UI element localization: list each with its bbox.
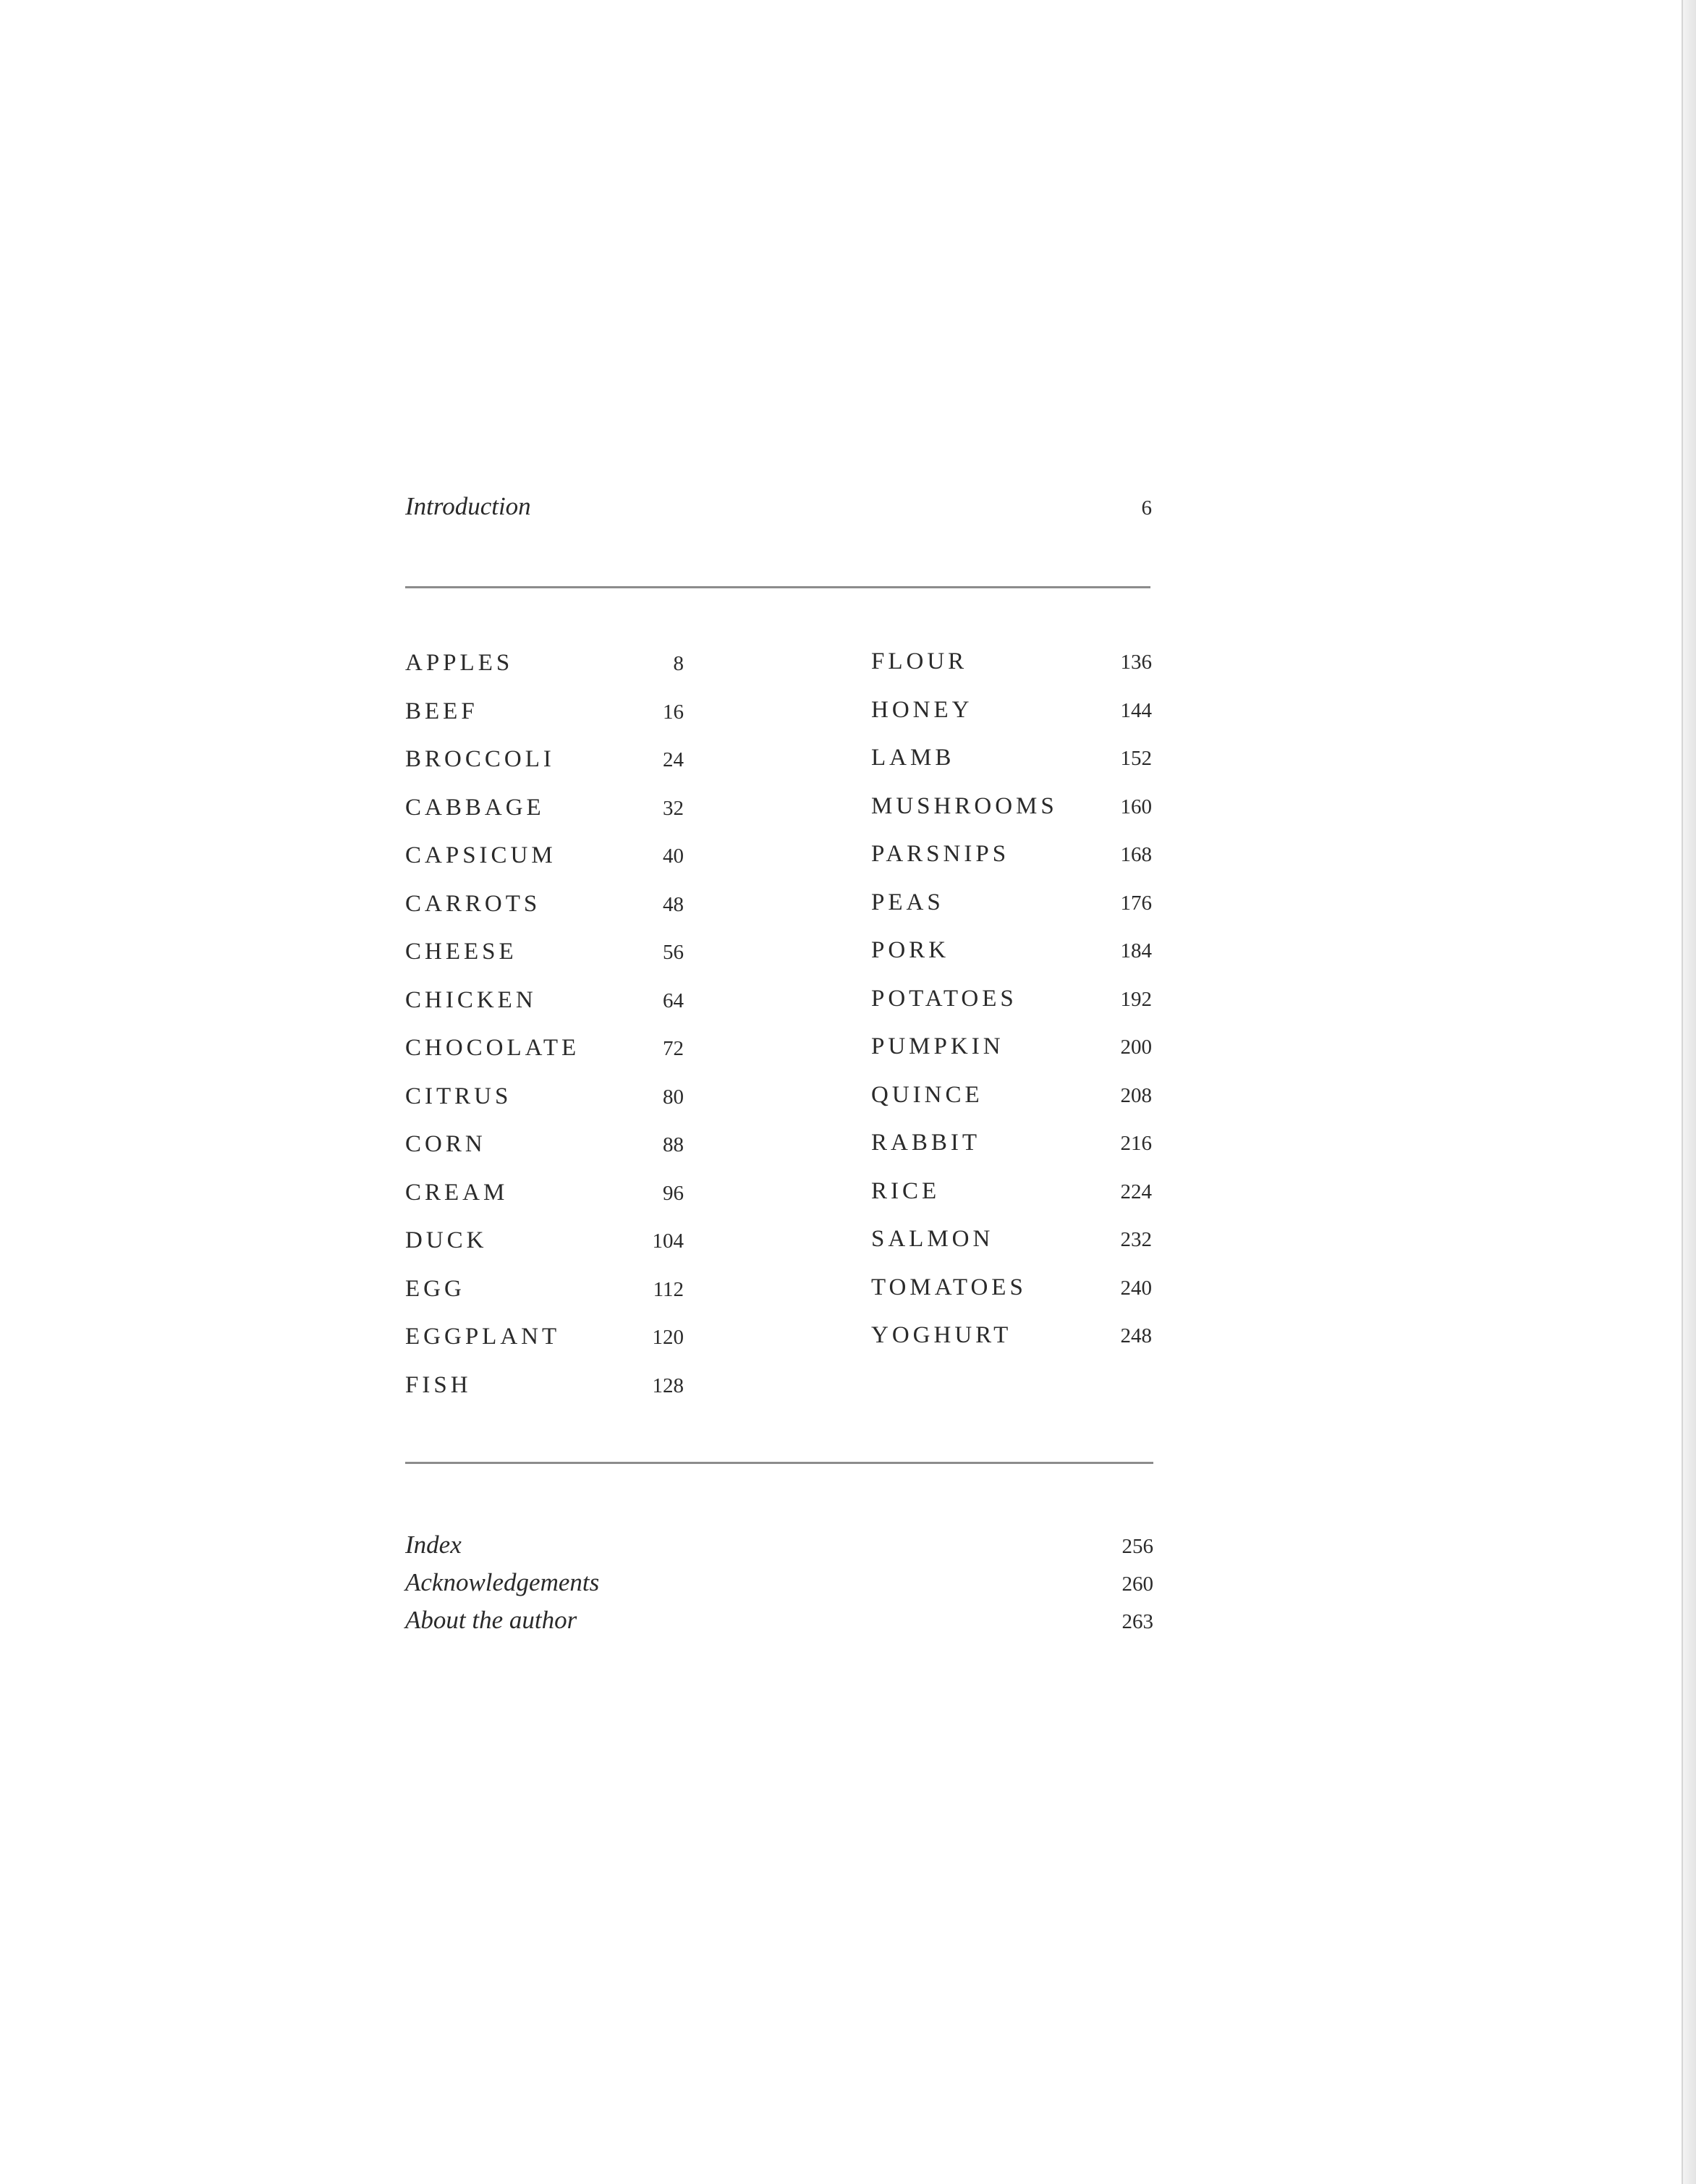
chapter-page: 56	[663, 941, 684, 964]
chapter-entry[interactable]	[405, 1131, 684, 1163]
chapter-entry[interactable]	[405, 891, 684, 923]
chapter-entry[interactable]	[405, 1372, 684, 1404]
chapter-entry[interactable]	[405, 1227, 684, 1259]
chapter-entry[interactable]	[871, 986, 1152, 1017]
chapter-page: 200	[1120, 1036, 1152, 1059]
chapter-page: 152	[1120, 747, 1152, 770]
chapter-page: 208	[1120, 1083, 1152, 1107]
chapter-title: YOGHURT	[871, 1322, 1012, 1348]
chapter-entry[interactable]	[405, 1180, 684, 1211]
divider-bottom	[405, 1462, 1153, 1464]
chapter-entry[interactable]	[405, 1035, 684, 1067]
chapter-title: FISH	[405, 1371, 472, 1398]
chapter-title: PUMPKIN	[871, 1033, 1004, 1059]
chapter-title: CARROTS	[405, 890, 541, 917]
chapter-title: BEEF	[405, 698, 478, 724]
chapter-entry[interactable]	[871, 697, 1152, 729]
chapter-title: EGGPLANT	[405, 1324, 561, 1350]
chapter-page: 80	[663, 1085, 684, 1109]
chapter-title: CAPSICUM	[405, 842, 556, 868]
chapter-title: CREAM	[405, 1179, 509, 1206]
chapter-entry[interactable]	[871, 1033, 1152, 1065]
back-matter-title: Index	[405, 1531, 462, 1559]
chapter-title: PEAS	[871, 889, 944, 915]
chapter-page: 248	[1120, 1324, 1152, 1347]
divider-top	[405, 586, 1150, 588]
chapter-entry[interactable]	[405, 987, 684, 1019]
chapter-entry[interactable]	[871, 1322, 1152, 1354]
back-matter-title: Acknowledgements	[405, 1568, 600, 1596]
back-matter-title: About the author	[405, 1606, 577, 1634]
chapter-entry[interactable]	[871, 648, 1152, 680]
chapter-title: RICE	[871, 1177, 941, 1204]
chapter-title: CHOCOLATE	[405, 1035, 580, 1061]
chapter-title: MUSHROOMS	[871, 792, 1058, 819]
chapter-page: 104	[652, 1229, 684, 1253]
chapter-entry[interactable]	[405, 1276, 684, 1308]
chapter-entry[interactable]	[405, 698, 684, 730]
chapter-page: 48	[663, 892, 684, 916]
chapter-page: 112	[653, 1277, 684, 1301]
chapter-entry[interactable]	[871, 1130, 1152, 1161]
chapter-entry[interactable]	[405, 939, 684, 970]
chapter-title: EGG	[405, 1275, 465, 1302]
chapter-page: 32	[663, 796, 684, 820]
chapter-title: QUINCE	[871, 1081, 983, 1108]
chapter-title: CHEESE	[405, 939, 517, 965]
chapter-title: SALMON	[871, 1226, 994, 1252]
chapter-title: FLOUR	[871, 648, 968, 674]
chapter-page: 24	[663, 748, 684, 771]
chapter-page: 88	[663, 1133, 684, 1156]
chapter-entry[interactable]	[871, 841, 1152, 873]
chapter-entry[interactable]	[405, 650, 684, 682]
back-matter-page: 263	[1122, 1610, 1153, 1633]
chapter-title: POTATOES	[871, 985, 1017, 1012]
chapter-page: 168	[1120, 843, 1152, 866]
toc-entry-acknowledgements[interactable]	[405, 1568, 1153, 1597]
chapter-entry[interactable]	[871, 937, 1152, 969]
chapter-title: TOMATOES	[871, 1274, 1027, 1300]
chapter-entry[interactable]	[405, 1324, 684, 1355]
chapter-page: 120	[652, 1326, 684, 1349]
introduction-page: 6	[1141, 496, 1152, 520]
chapter-entry[interactable]	[871, 745, 1152, 776]
back-matter-page: 256	[1122, 1535, 1153, 1558]
chapter-page: 16	[663, 700, 684, 724]
chapter-page: 160	[1120, 795, 1152, 818]
chapter-page: 144	[1120, 698, 1152, 722]
chapter-title: BROCCOLI	[405, 746, 555, 772]
chapter-entry[interactable]	[871, 889, 1152, 921]
chapter-entry[interactable]	[871, 1178, 1152, 1210]
chapter-title: APPLES	[405, 650, 514, 676]
chapter-entry[interactable]	[871, 793, 1152, 825]
chapter-title: CITRUS	[405, 1083, 512, 1109]
back-matter-page: 260	[1122, 1573, 1153, 1596]
chapter-page: 128	[652, 1374, 684, 1397]
chapter-page: 96	[663, 1181, 684, 1205]
chapter-page: 72	[663, 1037, 684, 1060]
chapter-entry[interactable]	[405, 842, 684, 874]
toc-entry-about-the-author[interactable]	[405, 1606, 1153, 1635]
chapter-entry[interactable]	[871, 1082, 1152, 1114]
chapter-title: CHICKEN	[405, 986, 537, 1013]
chapter-page: 240	[1120, 1276, 1152, 1300]
chapter-page: 192	[1120, 987, 1152, 1011]
chapter-entry[interactable]	[871, 1274, 1152, 1306]
chapter-title: DUCK	[405, 1227, 488, 1253]
introduction-title: Introduction	[405, 492, 531, 520]
chapter-title: PARSNIPS	[871, 841, 1010, 867]
chapter-page: 184	[1120, 939, 1152, 962]
chapter-title: HONEY	[871, 696, 973, 723]
chapter-page: 8	[673, 652, 684, 675]
chapter-title: LAMB	[871, 745, 955, 771]
chapter-page: 176	[1120, 891, 1152, 915]
chapter-page: 40	[663, 845, 684, 868]
chapter-page: 232	[1120, 1228, 1152, 1251]
page-edge	[1683, 0, 1696, 2184]
chapter-entry[interactable]	[405, 746, 684, 778]
chapter-entry[interactable]	[871, 1226, 1152, 1258]
toc-entry-index[interactable]	[405, 1531, 1153, 1559]
toc-entry-introduction[interactable]	[405, 492, 1152, 521]
chapter-page: 136	[1120, 651, 1152, 674]
chapter-page: 224	[1120, 1180, 1152, 1203]
chapter-entry[interactable]	[405, 795, 684, 826]
chapter-title: CORN	[405, 1131, 486, 1157]
chapter-entry[interactable]	[405, 1083, 684, 1115]
chapter-page: 216	[1120, 1132, 1152, 1155]
chapter-page: 64	[663, 989, 684, 1012]
chapter-title: RABBIT	[871, 1130, 981, 1156]
chapter-title: CABBAGE	[405, 794, 545, 821]
chapter-title: PORK	[871, 937, 950, 963]
